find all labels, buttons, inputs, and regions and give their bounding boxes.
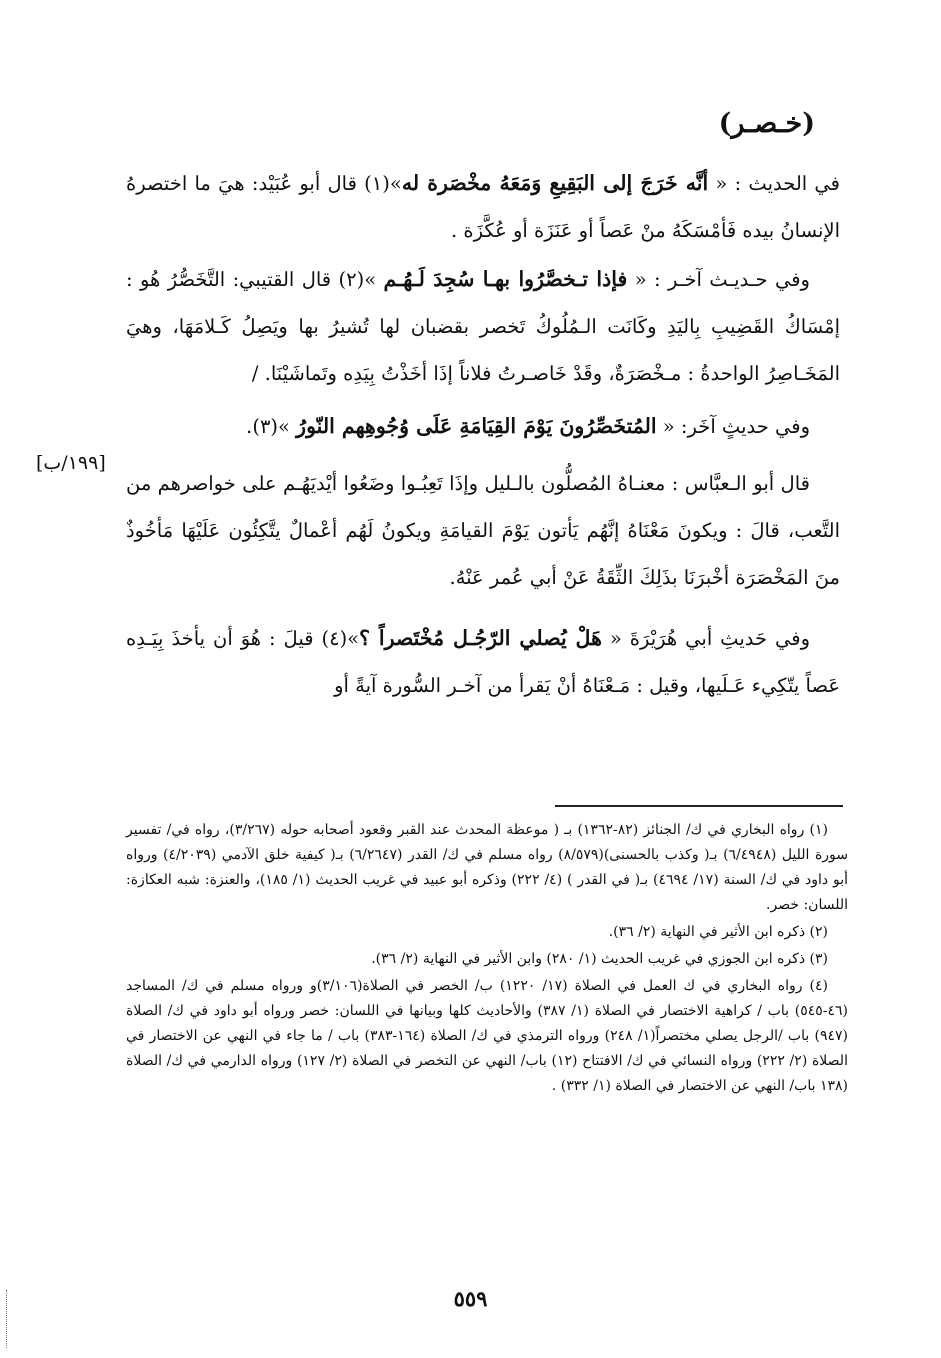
main-text: [126, 160, 840, 719]
hadith-quote: المُتخَصِّرُونَ يَوْمَ القِيَامَةِ عَلَى وُجُوهِهم النّورُ: [296, 414, 657, 438]
hadith-quote: هَلْ يُصلي الرّجُـل مُخْتَصراً ؟: [359, 626, 602, 650]
manuscript-folio-note: [١٩٩/ب]: [36, 452, 106, 474]
paragraph: [126, 160, 840, 254]
footnote: (٢) ذكره ابن الأثير في النهاية (٢/ ٣٦).: [608, 924, 828, 940]
paragraph: [126, 460, 840, 601]
paragraph-text: »(١) قال أبو عُبَيْد: هيَ ما اختصرهُ الإنسانُ بيده فَأمْسَكَهُ منْ عَصاً أو عَنَزَة أو عُكَّزَة .: [126, 172, 840, 242]
scan-edge-mark: [6, 1290, 9, 1348]
footnote: (١) رواه البخاري في ك/ الجنائز (٨٢-١٣٦٢) بـ ( موعظة المحدث عند القبر وقعود أصحابه حوله (٣/٢٦٧)، رواه في/ تفسير سورة الليل (٦/٤٩٤٨) بـ( وكذب بالحسنى)(٨/٥٧٩) رواه مسلم في ك/ القدر (٦/٢٦٤٧) بـ( كيفية خلق الآدمي (٤/٢٠٣٩) ورواه أبو داود في ك/ السنة (١٧/ ٤٦٩٤) بـ( في القدر ) (٤/ ٢٢٢) وذكره أبو عبيد في غريب الحديث (١/ ١٨٥)، والعنزة: شبه العكازة: اللسان: خصر.: [126, 822, 849, 913]
paragraph-text: في الحديث : «: [708, 172, 840, 195]
footnote: (٣) ذكره ابن الجوزي في غريب الحديث (١/ ٢٨٠) وابن الأثير في النهاية (٢/ ٣٦).: [371, 951, 828, 967]
paragraph-text: »(٢) قال القتيبي: التَّخَصُّرُ هُو : إمْسَاكُ القَضِيبِ بِاليَدِ وكَانَت الـمُلُوكُ تَخصر بقضبان لها تُشيرُ بها ويَصِلُ كَـلامَهَا، وهيَ المَخَـاصِرُ الواحدةُ : مـخْصَرَةٌ، وقَدْ خَاصـرتُ فلاناً إذَا أخَذْتُ بِيَدِه وتَماشَيْنَا. /: [126, 268, 840, 385]
hadith-quote: فإذا تـخصَّرُوا بهـا سُجِدَ لَـهُـم: [383, 267, 628, 291]
entry-heading: (خـصـر): [718, 108, 815, 139]
paragraph-text: وفي حديثٍ آخَر: «: [656, 415, 810, 438]
page-number: ٥٥٩: [453, 1286, 488, 1311]
paragraph: [126, 615, 840, 709]
paragraph-text: وفي حَديثِ أبي هُرَيْرَةَ «: [601, 627, 810, 650]
paragraph-text: »(٣).: [246, 415, 297, 438]
paragraph: [126, 403, 840, 450]
footnote-separator: [555, 805, 843, 807]
footnote: (٤) رواه البخاري في ك العمل في الصلاة (١٧/ ١٢٢٠) ب/ الخصر في الصلاة(٣/١٠٦)و ورواه مسلم في ك/ المساجد (٤٦-٥٤٥) باب / كراهية الاختصار في الصلاة (١/ ٣٨٧) والأحاديث كلها وبيانها في اللسان: خصر ورواه أبو داود في ك/ الصلاة (٩٤٧) باب /الرجل يصلي مختصراً(١/ ٢٤٨) ورواه الترمذي في ك/ الصلاة (١٦٤-٣٨٣) باب / ما جاء في النهي عن الاختصار في الصلاة (٢/ ٢٢٢) ورواه النسائي في ك/ الافتتاح (١٢) باب/ النهي عن التخصر في الصلاة (٢/ ١٢٧) ورواه الدارمي في ك/ الصلاة (١٣٨ باب/ النهي عن الاختصار في الصلاة (١/ ٣٣٢) .: [126, 978, 849, 1094]
paragraph: [126, 256, 840, 397]
paragraph-text: وفي حـديـث آخـر : «: [627, 268, 810, 291]
hadith-quote: أنَّه خَرَجَ إلى البَقِيعِ وَمَعَهُ مخْصَرة له: [401, 171, 709, 195]
paragraph-text: »(٤) قيلَ : هُوَ أن يأخذَ بِيَـدِه عَصاً يتّكِيء عَـلَيها، وقيل : مَـعْنَاهُ أنْ يَقرأ من آخـر السُّورة آيةً أو: [126, 627, 840, 697]
paragraph-text: قال أبو الـعبَّاس : معنـاهُ المُصلُّون بالـليل وإذَا تَعِبُـوا وضَعُوا أيْديَهُـم على خواصرهم من التَّعب، قالَ : ويكونَ مَعْنَاهُ إنَّهُم يَأتون يَوْمَ القيامَةِ ويكونُ لَهُم أعْمالٌ يتَّكِئُون عَلَيْهَا مَأخُوذٌ منَ المَخْصَرَة أخْبرَنَا بذَلِكَ الثِّقَةُ عَنْ أبي عُمر عَنْهُ.: [126, 472, 840, 589]
footnotes: [126, 818, 848, 1101]
